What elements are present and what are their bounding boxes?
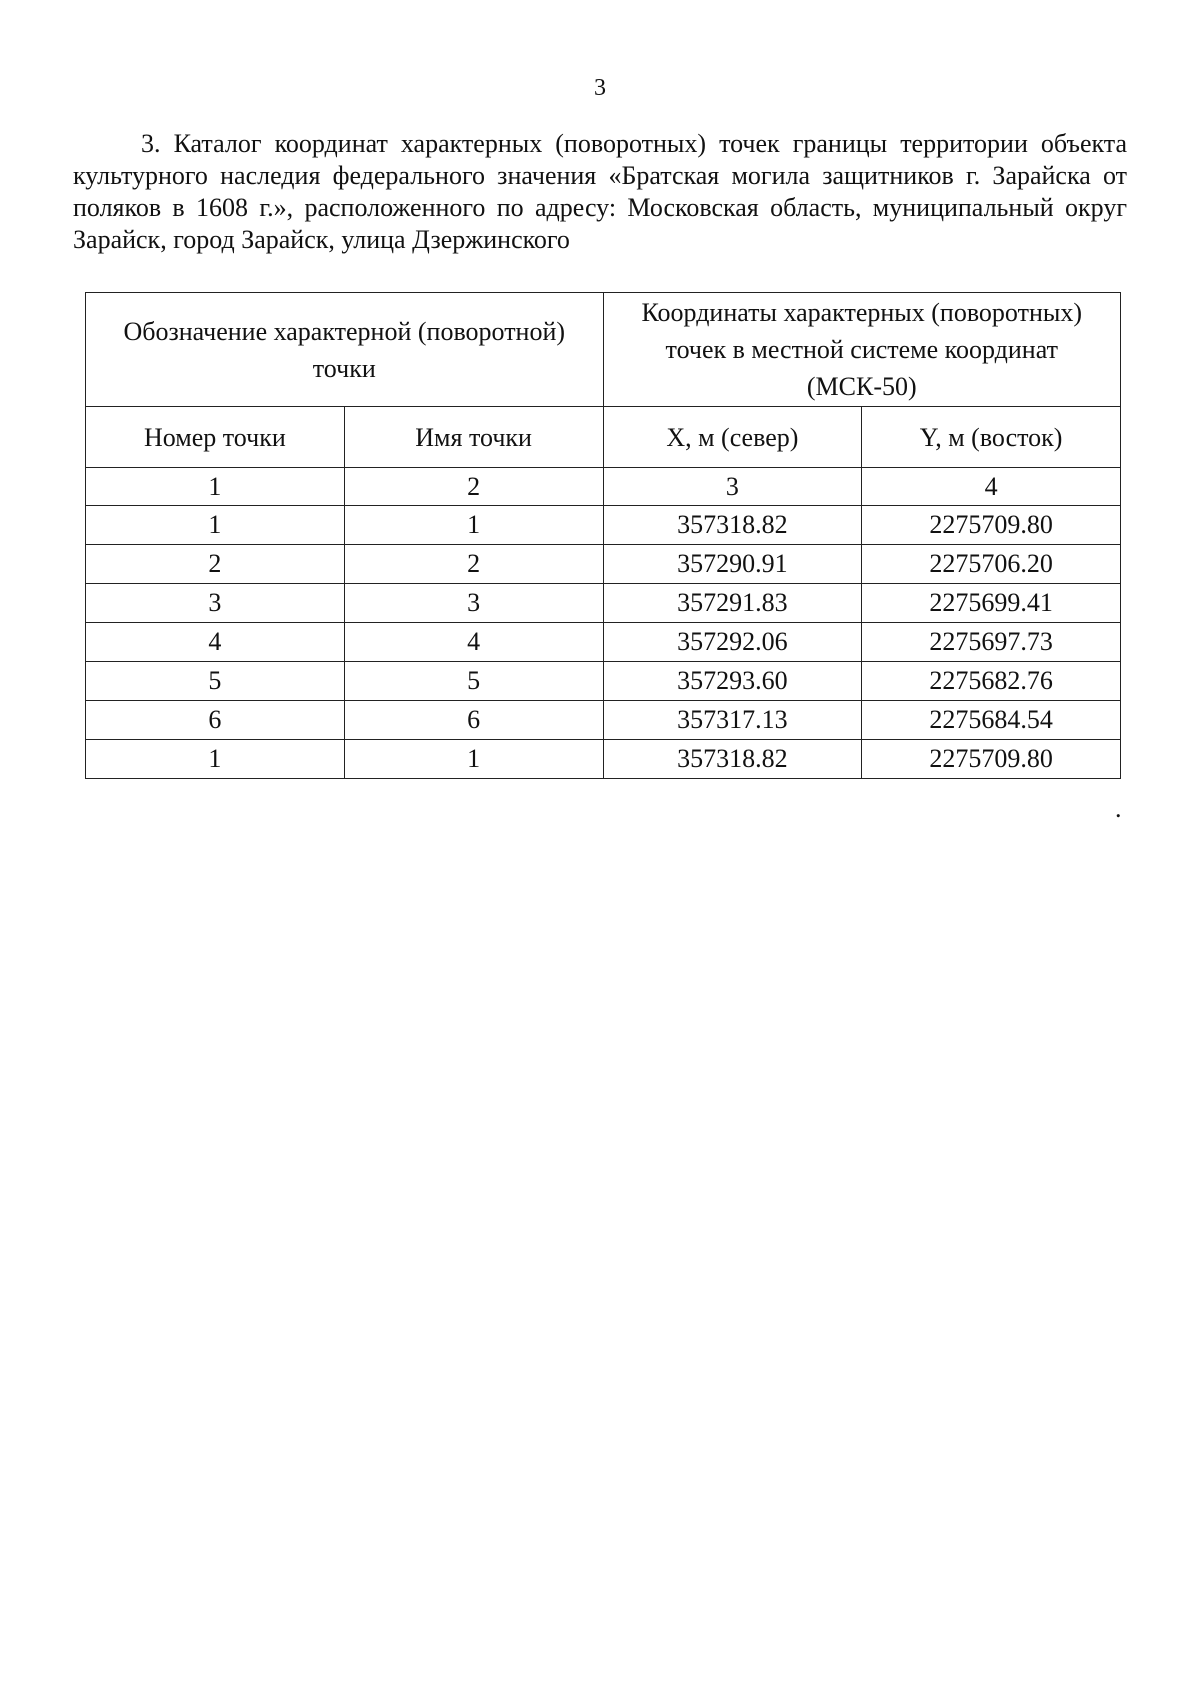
table-group-header-row	[86, 293, 1121, 407]
x-coordinate-cell: 357293.60	[603, 662, 862, 701]
column-number: 2	[344, 468, 603, 506]
point-name-cell: 1	[344, 506, 603, 545]
y-east-header: Y, м (восток)	[862, 407, 1121, 468]
table-row	[86, 701, 1121, 740]
table-row	[86, 506, 1121, 545]
coordinates-table	[85, 292, 1121, 779]
table-row	[86, 662, 1121, 701]
x-north-header: X, м (север)	[603, 407, 862, 468]
page-number: 3	[594, 75, 606, 101]
point-name-cell: 4	[344, 623, 603, 662]
column-number: 4	[862, 468, 1121, 506]
y-coordinate-cell: 2275697.73	[862, 623, 1121, 662]
x-coordinate-cell: 357318.82	[603, 506, 862, 545]
point-name-cell: 6	[344, 701, 603, 740]
point-number-cell: 4	[86, 623, 345, 662]
x-coordinate-cell: 357317.13	[603, 701, 862, 740]
point-number-header: Номер точки	[86, 407, 345, 468]
coordinates-header: Координаты характерных (поворотных) точек в местной системе координат (МСК-50)	[603, 293, 1121, 407]
y-coordinate-cell: 2275699.41	[862, 584, 1121, 623]
y-coordinate-cell: 2275684.54	[862, 701, 1121, 740]
table-row	[86, 584, 1121, 623]
point-name-cell: 2	[344, 545, 603, 584]
table-row	[86, 740, 1121, 779]
point-name-header: Имя точки	[344, 407, 603, 468]
point-name-cell: 3	[344, 584, 603, 623]
trailing-mark: .	[1115, 794, 1122, 823]
point-number-cell: 2	[86, 545, 345, 584]
point-name-cell: 1	[344, 740, 603, 779]
point-number-cell: 6	[86, 701, 345, 740]
y-coordinate-cell: 2275682.76	[862, 662, 1121, 701]
point-number-cell: 3	[86, 584, 345, 623]
column-number-row	[86, 468, 1121, 506]
catalog-intro-paragraph: 3. Каталог координат характерных (поворотных) точек границы территории объекта культурного наследия федерального значения «Братская могила защитников г. Зарайска от поляков в 1608 г.», расположенного по адресу: Московская область, муниципальный округ Зарайск, город Зарайск, улица Дзержинского	[73, 129, 1127, 254]
x-coordinate-cell: 357291.83	[603, 584, 862, 623]
table-column-header-row	[86, 407, 1121, 468]
column-number: 3	[603, 468, 862, 506]
point-number-cell: 5	[86, 662, 345, 701]
x-coordinate-cell: 357292.06	[603, 623, 862, 662]
point-designation-header: Обозначение характерной (поворотной) точки	[86, 293, 604, 407]
y-coordinate-cell: 2275709.80	[862, 740, 1121, 779]
point-number-cell: 1	[86, 506, 345, 545]
y-coordinate-cell: 2275709.80	[862, 506, 1121, 545]
table-row	[86, 545, 1121, 584]
y-coordinate-cell: 2275706.20	[862, 545, 1121, 584]
point-name-cell: 5	[344, 662, 603, 701]
x-coordinate-cell: 357318.82	[603, 740, 862, 779]
column-number: 1	[86, 468, 345, 506]
table-row	[86, 623, 1121, 662]
x-coordinate-cell: 357290.91	[603, 545, 862, 584]
point-number-cell: 1	[86, 740, 345, 779]
